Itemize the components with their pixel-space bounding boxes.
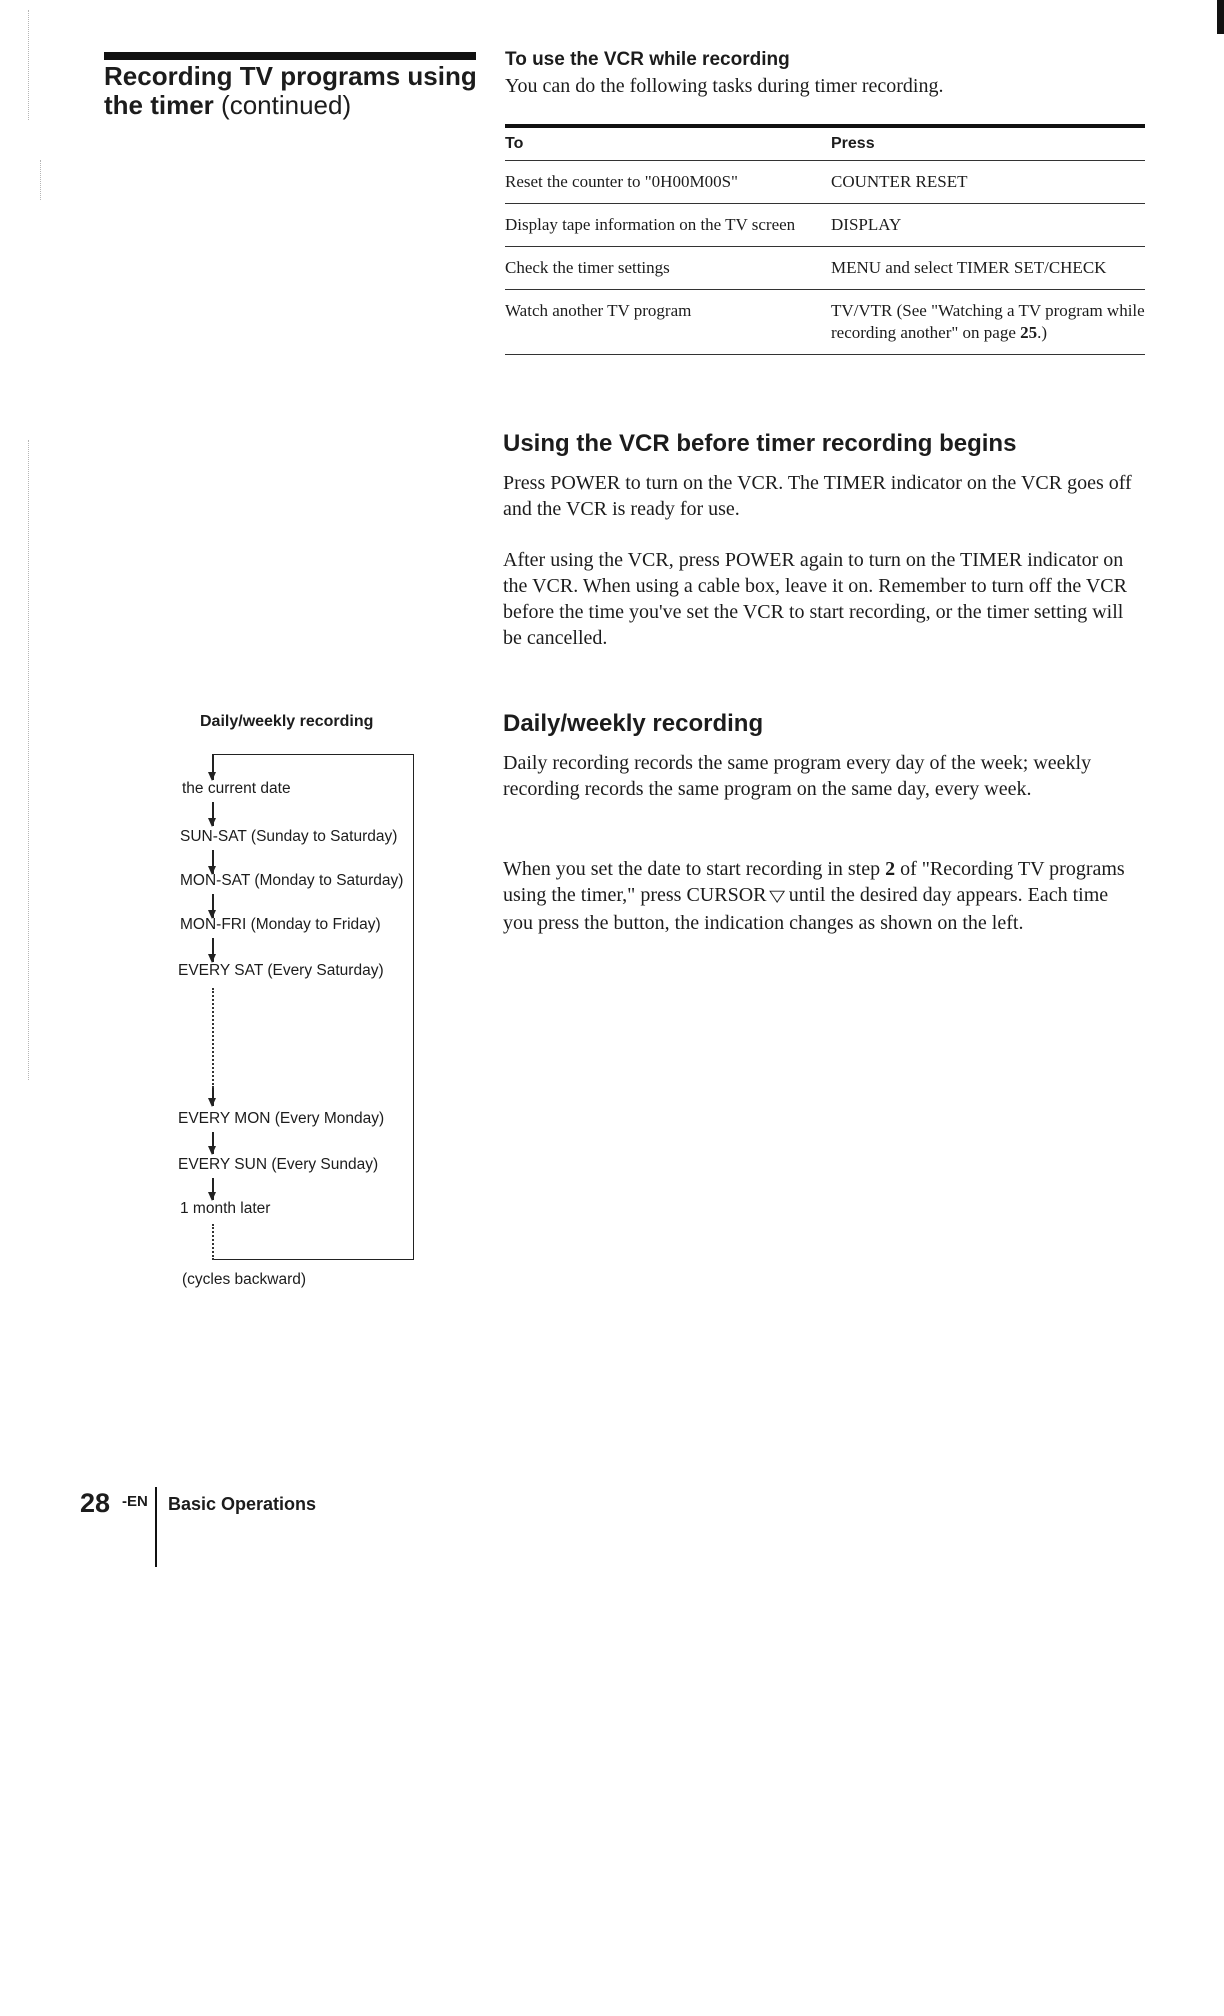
title-rule [104,52,476,60]
before-timer-paragraph-1: Press POWER to turn on the VCR. The TIMER indicator on the VCR goes off and the VCR is ready for use. [503,472,1132,520]
scan-artifact-line [28,440,29,1080]
page-reference: 25 [1020,323,1038,342]
page-title-main: Recording TV programs using the timer [104,61,477,120]
diagram-item: EVERY SUN (Every Sunday) [178,1156,379,1173]
table-cell-to: Reset the counter to "0H00M00S" [505,172,738,191]
diagram-item: EVERY MON (Every Monday) [178,1110,385,1127]
table-row [505,290,1145,355]
table-row [505,204,1145,247]
down-arrow-icon [212,1088,214,1106]
continuation-dots [212,988,214,1088]
diagram-item: MON-FRI (Monday to Friday) [180,916,381,933]
down-arrow-icon [212,894,214,918]
diagram-item: EVERY SAT (Every Saturday) [178,962,384,979]
table-cell-to: Display tape information on the TV screen [505,215,796,234]
down-triangle-cursor-icon: ▽ [769,888,786,905]
diagram-item: 1 month later [180,1200,271,1217]
table-cell-press: DISPLAY [831,215,902,234]
table-header-to: To [505,135,524,152]
table-header [505,128,1145,161]
table-cell-to: Watch another TV program [505,301,692,320]
page-language-suffix: -EN [122,1493,148,1510]
footer-section-name: Basic Operations [168,1494,317,1514]
table-cell-to: Check the timer settings [505,258,670,277]
footer-divider [155,1487,157,1567]
paragraph-text: of "Recording TV programs using the timer," press CURSOR [503,858,1125,906]
table-row [505,161,1145,204]
daily-weekly-paragraph-2 [503,856,1143,936]
continuation-dots [212,1224,214,1260]
scan-artifact-line [28,10,29,120]
page-edge-mark [1217,0,1224,34]
down-arrow-icon [212,802,214,826]
before-timer-paragraph-2: After using the VCR, press POWER again to turn on the TIMER indicator on the VCR. When using a cable box, leave it on. Remember to turn off the VCR before the time you've set the VCR to start recording, or the timer setting will be cancelled. [503,549,1127,649]
diagram-item: MON-SAT (Monday to Saturday) [180,872,404,889]
down-arrow-icon [212,938,214,962]
down-arrow-icon [212,1178,214,1200]
down-arrow-icon [212,754,214,780]
table-cell-press [831,290,1145,354]
daily-weekly-heading: Daily/weekly recording [503,710,764,737]
diagram-caption: (cycles backward) [182,1271,307,1288]
vcr-use-heading: To use the VCR while recording [505,49,790,70]
paragraph-text: until the desired day appears. Each time you press the button, the indication changes as shown on the left. [503,884,1109,934]
scan-artifact-line [40,160,41,200]
vcr-use-intro: You can do the following tasks during timer recording. [505,75,944,97]
diagram-title: Daily/weekly recording [200,713,374,730]
page-title [104,62,484,120]
diagram-item: SUN-SAT (Sunday to Saturday) [180,828,398,845]
table-cell-press: MENU and select TIMER SET/CHECK [831,258,1107,277]
page-number: 28 [80,1488,111,1518]
before-timer-heading: Using the VCR before timer recording begins [503,430,1017,457]
press-text-end: .) [1037,323,1048,342]
paragraph-text: When you set the date to start recording in step [503,858,886,880]
step-number: 2 [885,858,896,880]
table-cell-press: COUNTER RESET [831,172,968,191]
tasks-table [505,124,1145,355]
diagram-item: the current date [182,780,291,797]
daily-weekly-paragraph-1: Daily recording records the same program every day of the week; weekly recording records the same program on the same day, every week. [503,752,1092,800]
table-header-press: Press [831,135,875,152]
down-arrow-icon [212,1132,214,1154]
page-title-suffix: (continued) [221,90,352,120]
down-arrow-icon [212,850,214,874]
table-row [505,247,1145,290]
press-text: TV/VTR (See "Watching a TV program while recording another" on page [831,301,1145,342]
